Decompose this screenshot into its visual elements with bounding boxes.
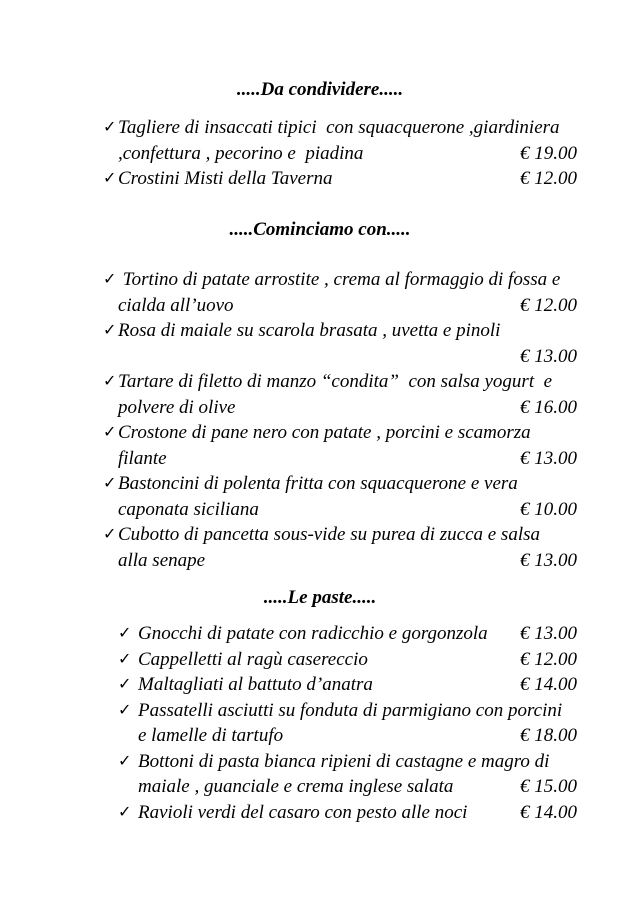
item-price: € 10.00 [520, 498, 577, 520]
item-text: Gnocchi di patate con radicchio e gorgonzola [138, 623, 488, 644]
item-price: € 13.00 [520, 447, 577, 469]
item-text: Passatelli asciutti su fonduta di parmigiano con porcini [138, 699, 563, 721]
menu-item [118, 672, 577, 698]
item-price: € 19.00 [520, 142, 577, 164]
item-price: € 12.00 [520, 168, 577, 189]
item-text: Maltagliati al battuto d’anatra [138, 674, 373, 695]
menu-item [103, 267, 577, 318]
section-cominciamo-con [103, 267, 577, 573]
check-icon [118, 800, 138, 826]
item-price: € 12.00 [520, 294, 577, 316]
section-heading-da-condividere: .....Da condividere..... [236, 79, 404, 100]
menu-item [103, 318, 577, 369]
item-text: Crostone di pane nero con patate , porcini e scamorza [118, 422, 531, 443]
check-icon [103, 369, 118, 420]
item-price: € 14.00 [520, 801, 577, 823]
section-heading-le-paste: .....Le paste..... [263, 587, 377, 608]
section-da-condividere [103, 115, 577, 192]
menu-item [103, 166, 577, 192]
item-text: Ravioli verdi del casaro con pesto alle noci [138, 801, 468, 823]
menu-item [103, 471, 577, 522]
item-text: Tortino di patate arrostite , crema al formaggio di fossa e [118, 269, 561, 290]
check-icon [103, 166, 118, 192]
item-text: Bottoni di pasta bianca ripieni di castagne e magro di [138, 750, 550, 772]
check-icon [103, 318, 118, 369]
check-icon [103, 420, 118, 471]
section-le-paste [118, 621, 577, 825]
check-icon [103, 471, 118, 522]
section-heading-cominciamo-con: .....Cominciamo con..... [229, 219, 411, 240]
menu-item [118, 647, 577, 673]
item-price: € 13.00 [520, 345, 577, 367]
item-price: € 15.00 [520, 776, 577, 797]
check-icon [118, 749, 138, 800]
menu-item [118, 621, 577, 647]
item-price: € 13.00 [520, 549, 577, 571]
item-text: e lamelle di tartufo [138, 725, 284, 746]
menu-item [118, 800, 577, 826]
item-text: Tagliere di insaccati tipici con squacquerone ,giardiniera [118, 117, 560, 138]
item-price: € 14.00 [520, 674, 577, 695]
item-text: Bastoncini di polenta fritta con squacquerone e vera [118, 473, 518, 494]
item-text: Rosa di maiale su scarola brasata , uvetta e pinoli [118, 320, 501, 341]
item-text: maiale , guanciale e crema inglese salata [138, 776, 454, 797]
item-price: € 13.00 [520, 623, 577, 644]
item-price: € 18.00 [520, 725, 577, 746]
check-icon [118, 621, 138, 647]
item-text: ,confettura , pecorino e piadina [118, 142, 364, 164]
item-text: Tartare di filetto di manzo “condita” con salsa yogurt e [118, 371, 553, 392]
item-text: Crostini Misti della Taverna [118, 168, 333, 189]
menu-item [118, 749, 577, 800]
menu-item [103, 115, 577, 166]
menu-item [103, 420, 577, 471]
item-text: caponata siciliana [118, 498, 259, 520]
check-icon [118, 698, 138, 749]
item-text: Cubotto di pancetta sous-vide su purea di zucca e salsa [118, 524, 540, 545]
check-icon [118, 647, 138, 673]
item-text: polvere di olive [118, 396, 236, 418]
item-text: filante [118, 447, 167, 469]
menu-item [103, 522, 577, 573]
check-icon [103, 522, 118, 573]
menu-item [118, 698, 577, 749]
item-price: € 16.00 [520, 396, 577, 418]
check-icon [118, 672, 138, 698]
check-icon [103, 267, 118, 318]
item-text: Cappelletti al ragù casereccio [138, 648, 368, 670]
item-price: € 12.00 [520, 648, 577, 670]
item-text: cialda all’uovo [118, 294, 234, 316]
item-text: alla senape [118, 549, 206, 571]
check-icon [103, 115, 118, 166]
menu-item [103, 369, 577, 420]
